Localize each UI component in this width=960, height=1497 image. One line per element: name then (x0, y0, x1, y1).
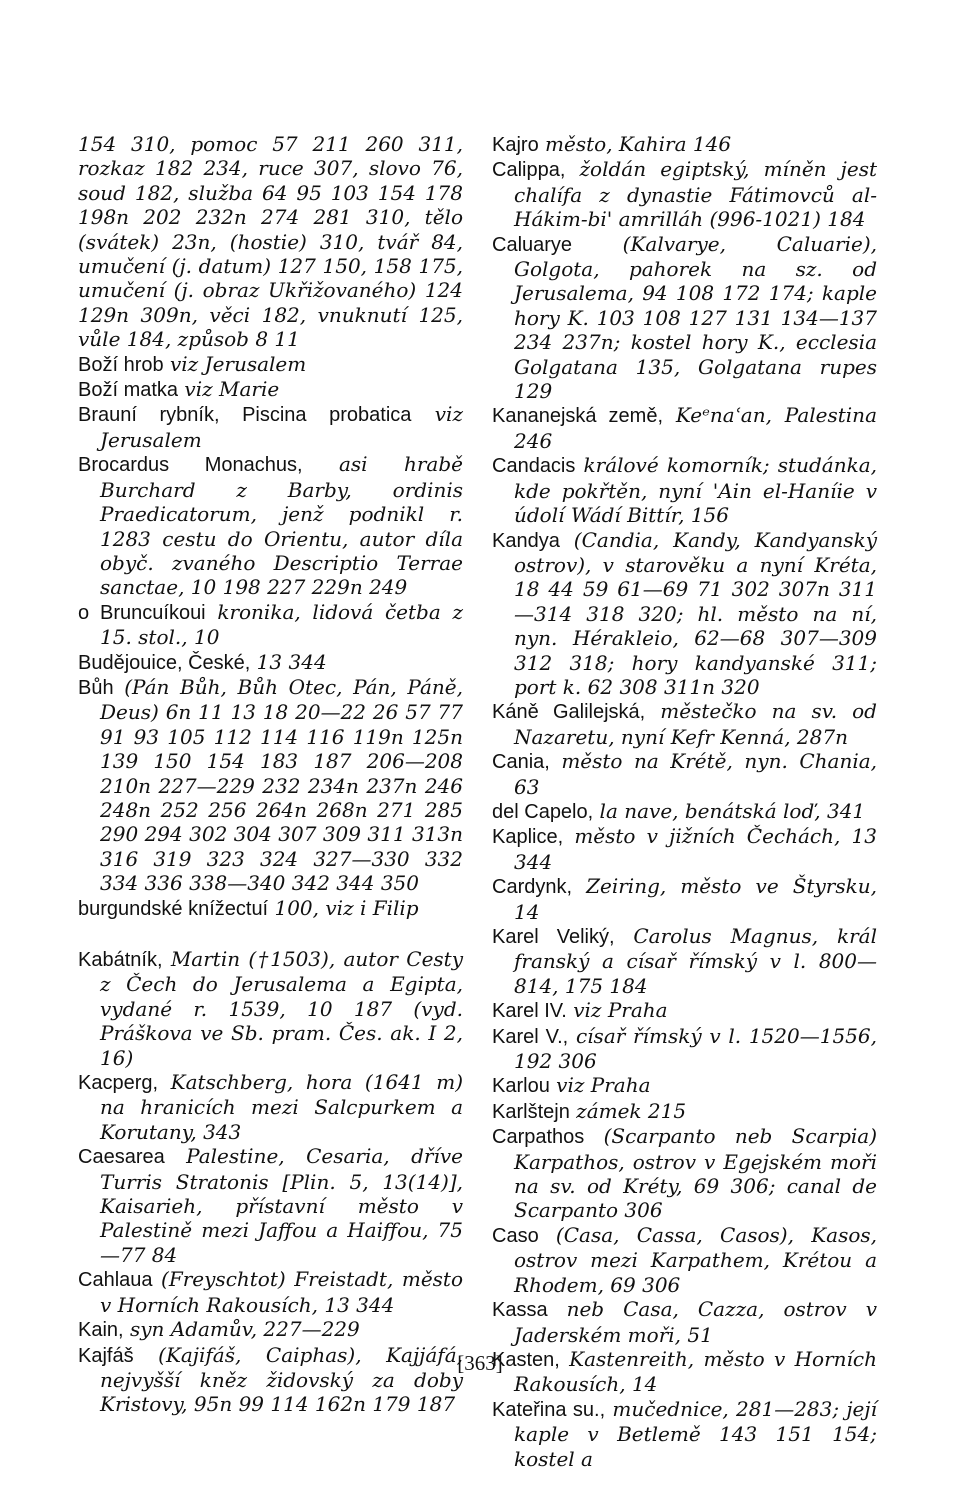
index-entry (78, 947, 463, 1070)
index-entry (78, 452, 463, 599)
entry-text: (Scarpanto neb Scarpia) Karpathos, ostrov v Egejském moři na sv. od Kréty, 69 306; canal de Scarpanto 306 (514, 1124, 877, 1223)
entry-keyword: Karel IV. (492, 1000, 567, 1023)
entry-keyword: burgundské knížectuí (78, 897, 269, 920)
entry-text: Kastenreith, město v Horních Rakousích, 14 (514, 1346, 877, 1397)
index-entry (78, 352, 463, 377)
index-entry (492, 874, 877, 924)
entry-text: viz Jerusalem (163, 351, 307, 376)
index-entry (492, 528, 877, 700)
entry-keyword: Kajro (492, 134, 539, 156)
entry-keyword: o Bruncuíkoui (78, 601, 206, 624)
page-number: [363] (457, 1351, 503, 1375)
entry-text: viz Praha (566, 998, 668, 1023)
index-entry (492, 403, 877, 453)
entry-keyword: Candacis (492, 455, 576, 478)
index-entry (78, 650, 463, 675)
entry-keyword: Kananejská země, (492, 405, 664, 428)
entry-keyword: Kain, (78, 1319, 124, 1342)
entry-text: (Kalvarye, Caluarie), Golgota, pahorek na sz. od Jerusalema, 94 108 172 174; kaple hory K. 103 108 127 131 134—137 234 237n; kostel hory K., ecclesia Golgatana 135, Golgatana rupes 129 (514, 231, 877, 404)
entry-keyword: Cardynk, (492, 876, 573, 899)
index-entry (78, 132, 463, 352)
index-entry (78, 402, 463, 452)
index-entry (492, 232, 877, 404)
left-column (78, 132, 463, 1417)
entry-text: la nave, benátská loď, 341 (593, 798, 866, 823)
index-entry (492, 799, 877, 824)
entry-keyword: Kateřina su., (492, 1398, 606, 1421)
entry-keyword: Karel Veliký, (492, 926, 615, 948)
entry-keyword: Brauní rybník, Piscina probatica (78, 404, 412, 427)
entry-text: Martin (†1503), autor Cesty z Čech do Jerusalema a Egipta, vydané r. 1539, 10 187 (vyd. Práškova ve Sb. pram. Čes. ak. I 2, 16) (100, 947, 463, 1070)
index-entry (492, 132, 877, 157)
entry-text: (Pán Bůh, Bůh Otec, Pán, Páně, Deus) 6n 11 13 18 20—22 26 57 77 91 93 105 112 114 116 119n 125n 139 150 154 183 187 206—208 210n 227—229 232 234n 237n 246 248n 252 256 264n 268n 271 285 290 294 302 304 307 309 311 313n 316 319 323 324 327—330 332 334 336 338—340 342 344 350 (100, 674, 463, 896)
entry-text: město v jižních Čechách, 13 344 (514, 824, 877, 874)
index-entry (492, 453, 877, 527)
entry-text: viz Jerusalem (100, 402, 463, 452)
entry-keyword: Káně Galilejská, (492, 701, 646, 724)
index-entry (492, 1297, 877, 1347)
entry-text: císař římský v l. 1520—1556, 192 306 (514, 1023, 877, 1074)
entry-keyword: Caluarye (492, 233, 573, 256)
index-entry (78, 1267, 463, 1317)
entry-text: městečko na sv. od Nazaretu, nyní Kefr Kenná, 287n (514, 699, 877, 749)
entry-text: 100, viz i Filip (268, 895, 419, 920)
entry-keyword: Kacperg, (78, 1072, 159, 1095)
entry-keyword: Kaplice, (492, 826, 564, 849)
entry-text: (Kajifáš, Caiphas), Kajjáfá, nejvyšší kněz židovský za doby Kristovy, 95n 99 114 162n 179 187 (100, 1342, 463, 1417)
index-entry (492, 157, 877, 231)
index-entry (78, 896, 463, 921)
index-entry (492, 1024, 877, 1074)
index-entry (492, 1099, 877, 1124)
entry-text: syn Adamův, 227—229 (123, 1317, 360, 1342)
entry-text: 154 310, pomoc 57 211 260 311, rozkaz 182 234, ruce 307, slovo 76, soud 182, služba 64 95 103 154 178 198n 202 232n 274 281 310, tělo (svátek) 23n, (hostie) 310, tvář 84, umučení (j. datum) 127 150, 158 175, umučení (j. obraz Ukřižovaného) 124 129n 309n, věci 182, vnuknutí 125, vůle 184, způsob 8 11 (78, 132, 463, 352)
entry-text: mučednice, 281—283; její kaple v Betlemě 143 151 154; kostel a (514, 1396, 877, 1471)
entry-text: město na Krétě, nyn. Chania, 63 (514, 749, 877, 799)
entry-keyword: del Capelo, (492, 800, 594, 823)
entry-keyword: Calippa, (492, 159, 566, 182)
entry-text: neb Casa, Cazza, ostrov v Jaderském moři, 51 (514, 1297, 877, 1347)
entry-keyword: Kasten, (492, 1348, 560, 1371)
entry-text: Carolus Magnus, král franský a císař římský v l. 800—814, 175 184 (514, 924, 877, 998)
entry-text: (Casa, Cassa, Casos), Kasos, ostrov mezi Karpathem, Krétou a Rhodem, 69 306 (514, 1222, 877, 1297)
index-entry (78, 1070, 463, 1144)
entry-keyword: Caesarea (78, 1146, 165, 1169)
index-entry (78, 675, 463, 896)
index-entry (492, 1397, 877, 1471)
index-entry (78, 377, 463, 402)
index-entry (78, 1144, 463, 1267)
entry-text: (Candia, Kandy, Kandyanský ostrov), v starověku a nyní Kréta, 18 44 59 61—69 71 302 307n 311—314 318 320; hl. město na ní, nyn. Hérakleio, 62—68 307—309 312 318; hory kandyanské 311; port k. 62 308 311n 320 (514, 527, 877, 699)
entry-text: Keᵉnaʿan, Palestina 246 (514, 403, 877, 453)
entry-text: zámek 215 (569, 1098, 687, 1123)
entry-text: viz Praha (549, 1073, 651, 1098)
entry-text: 13 344 (250, 649, 327, 674)
entry-text: Palestine, Cesaria, dříve Turris Stratonis [Plin. 5, 13(14)], Kaisarieh, přístavní město v Palestině mezi Jaffou a Haiffou, 75—77 84 (100, 1144, 463, 1267)
entry-keyword: Karel V., (492, 1025, 569, 1048)
entry-text: králové komorník; studánka, kde pokřtěn, nyní 'Ain el-Haníie v údolí Wádí Bittír, 156 (514, 453, 877, 528)
entry-text: město, Kahira 146 (538, 132, 732, 156)
entry-keyword: Cania, (492, 751, 550, 774)
index-entry (492, 1223, 877, 1297)
index-entry (492, 1124, 877, 1223)
index-entry (78, 1317, 463, 1342)
entry-text: viz Marie (178, 377, 280, 402)
index-entry (78, 600, 463, 650)
entry-text: žoldán egiptský, míněn jest chalífa z dynastie Fátimovců al-Hákim-bi' amrilláh (996-1021) 184 (514, 157, 877, 232)
entry-keyword: Kabátník, (78, 949, 163, 971)
index-entry (492, 924, 877, 998)
entry-keyword: Boží matka (78, 379, 179, 402)
entry-keyword: Karlou (492, 1075, 550, 1098)
right-column (492, 132, 877, 1471)
entry-keyword: Kassa (492, 1299, 548, 1322)
entry-keyword: Kajfáš (78, 1344, 134, 1367)
entry-text: Katschberg, hora (1641 m) na hranicích mezi Salcpurkem a Korutany, 343 (100, 1070, 463, 1144)
entry-keyword: Bůh (78, 676, 114, 699)
entry-text: kronika, lidová četba z 15. stol., 10 (100, 599, 464, 650)
entry-text: asi hrabě Burchard z Barby, ordinis Praedicatorum, jenž podnikl r. 1283 cestu do Orientu, autor díla obyč. zvaného Descriptio Terrae sanctae, 10 198 227 229n 249 (100, 452, 463, 600)
entry-keyword: Boží hrob (78, 353, 164, 376)
index-entry (492, 998, 877, 1023)
index-entry (492, 699, 877, 749)
entry-keyword: Karlštejn (492, 1100, 570, 1123)
entry-keyword: Brocardus Monachus, (78, 454, 303, 477)
index-entry (492, 824, 877, 874)
entry-keyword: Cahlaua (78, 1269, 153, 1292)
index-entry (492, 749, 877, 799)
entry-keyword: Carpathos (492, 1126, 585, 1149)
entry-text: (Freyschtot) Freistadt, město v Horních Rakousích, 13 344 (100, 1267, 463, 1317)
entry-keyword: Budějouice, České, (78, 651, 251, 674)
entry-keyword: Kandya (492, 529, 560, 552)
index-entry (492, 1073, 877, 1098)
entry-keyword: Caso (492, 1224, 539, 1247)
entry-text: Zeiring, město ve Štyrsku, 14 (514, 874, 877, 924)
